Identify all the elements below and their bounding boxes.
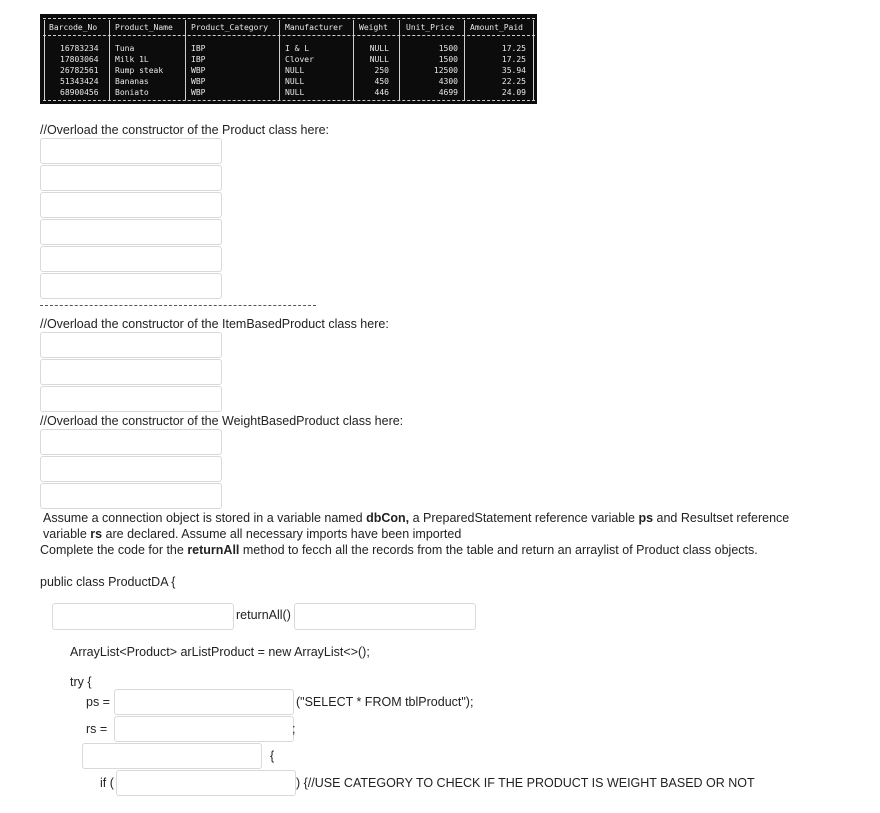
cell-barcode: 16783234 (60, 44, 99, 53)
cell-product-name: Milk 1L (115, 55, 149, 64)
loop-open-brace: { (270, 749, 275, 763)
cell-product-name: Boniato (115, 88, 149, 97)
cell-category: WBP (191, 66, 206, 75)
column-divider (464, 20, 465, 100)
weight-answer-box-1[interactable] (40, 429, 222, 455)
weight-answer-box-2[interactable] (40, 456, 222, 482)
table-row (40, 87, 537, 98)
product-answer-box-1[interactable] (40, 138, 222, 164)
table-row (40, 43, 537, 54)
cell-category: WBP (191, 88, 206, 97)
rs-answer-box[interactable] (114, 716, 294, 742)
column-divider (353, 20, 354, 100)
product-answer-box-5[interactable] (40, 246, 222, 272)
cell-unit-price: 1500 (438, 55, 458, 64)
cell-product-name: Rump steak (115, 66, 164, 75)
cell-weight: 446 (374, 88, 389, 97)
table-row (40, 65, 537, 76)
product-answer-box-6[interactable] (40, 273, 222, 299)
if-condition-box[interactable] (116, 770, 296, 796)
weight-answer-box-3[interactable] (40, 483, 222, 509)
product-answer-box-4[interactable] (40, 219, 222, 245)
cell-unit-price: 4300 (438, 77, 458, 86)
cell-barcode: 51343424 (60, 77, 99, 86)
cell-manufacturer: Clover (285, 55, 314, 64)
ps-answer-box[interactable] (114, 689, 294, 715)
cell-barcode: 68900456 (60, 88, 99, 97)
cell-unit-price: 4699 (438, 88, 458, 97)
cell-barcode: 26782561 (60, 66, 99, 75)
column-divider (109, 20, 110, 100)
table-border-bottom (43, 100, 535, 101)
header-unit-price: Unit_Price (406, 23, 455, 32)
table-row (40, 76, 537, 87)
header-amount-paid: Amount_Paid (470, 23, 523, 32)
product-constructor-comment: //Overload the constructor of the Product class here: (40, 123, 330, 137)
method-throws-box[interactable] (294, 603, 476, 630)
column-divider (533, 20, 534, 100)
instructions-paragraph (43, 510, 863, 542)
try-statement: try { (70, 675, 92, 689)
cell-category: IBP (191, 55, 206, 64)
cell-amount-paid: 17.25 (501, 44, 526, 53)
cell-weight: NULL (369, 55, 389, 64)
column-divider (279, 20, 280, 100)
table-border-top (43, 18, 535, 19)
cell-category: IBP (191, 44, 206, 53)
cell-unit-price: 1500 (438, 44, 458, 53)
arraylist-declaration: ArrayList<Product> arListProduct = new ArrayList<>(); (70, 645, 370, 659)
method-name: returnAll() (236, 608, 291, 622)
weight-constructor-comment: //Overload the constructor of the WeightBasedProduct class here: (40, 414, 404, 428)
header-manufacturer: Manufacturer (285, 23, 343, 32)
column-divider (44, 20, 45, 100)
rs-label: rs = (86, 722, 108, 736)
cell-unit-price: 12500 (433, 66, 458, 75)
cell-amount-paid: 24.09 (501, 88, 526, 97)
cell-manufacturer: NULL (285, 88, 305, 97)
product-answer-box-3[interactable] (40, 192, 222, 218)
loop-answer-box[interactable] (82, 743, 262, 769)
table-header-row (40, 22, 537, 33)
item-answer-box-1[interactable] (40, 332, 222, 358)
class-declaration: public class ProductDA { (40, 575, 176, 589)
cell-product-name: Tuna (115, 44, 135, 53)
section-divider (40, 305, 316, 306)
rs-suffix: ; (292, 722, 296, 736)
cell-amount-paid: 35.94 (501, 66, 526, 75)
header-weight: Weight (359, 23, 388, 32)
cell-amount-paid: 17.25 (501, 55, 526, 64)
cell-manufacturer: NULL (285, 66, 305, 75)
ps-label: ps = (86, 695, 110, 709)
item-constructor-comment: //Overload the constructor of the ItemBasedProduct class here: (40, 317, 389, 331)
cell-weight: 450 (374, 77, 389, 86)
cell-barcode: 17803064 (60, 55, 99, 64)
method-modifier-box[interactable] (52, 603, 234, 630)
if-label: if ( (100, 776, 114, 790)
ps-suffix: ("SELECT * FROM tblProduct"); (296, 695, 474, 709)
cell-amount-paid: 22.25 (501, 77, 526, 86)
cell-weight: 250 (374, 66, 389, 75)
item-answer-box-3[interactable] (40, 386, 222, 412)
instructions-line-1: Assume a connection object is stored in a variable named dbCon, a PreparedStatement reference variable ps and Resultset reference (43, 511, 790, 525)
column-divider (185, 20, 186, 100)
instructions-line-3: Complete the code for the returnAll method to fecch all the records from the table and return an arraylist of Product class objects. (40, 543, 758, 557)
header-product-name: Product_Name (115, 23, 173, 32)
cell-category: WBP (191, 77, 206, 86)
product-answer-box-2[interactable] (40, 165, 222, 191)
cell-manufacturer: I & L (285, 44, 310, 53)
cell-weight: NULL (369, 44, 389, 53)
header-product-category: Product_Category (191, 23, 269, 32)
column-divider (399, 20, 400, 100)
table-row (40, 54, 537, 65)
item-answer-box-2[interactable] (40, 359, 222, 385)
cell-product-name: Bananas (115, 77, 149, 86)
console-table (40, 14, 537, 104)
if-suffix-comment: ) {//USE CATEGORY TO CHECK IF THE PRODUCT IS WEIGHT BASED OR NOT (296, 776, 755, 790)
header-barcode: Barcode_No (49, 23, 98, 32)
cell-manufacturer: NULL (285, 77, 305, 86)
instructions-line-2: variable rs are declared. Assume all necessary imports have been imported (43, 527, 462, 541)
table-border-mid (43, 35, 535, 36)
